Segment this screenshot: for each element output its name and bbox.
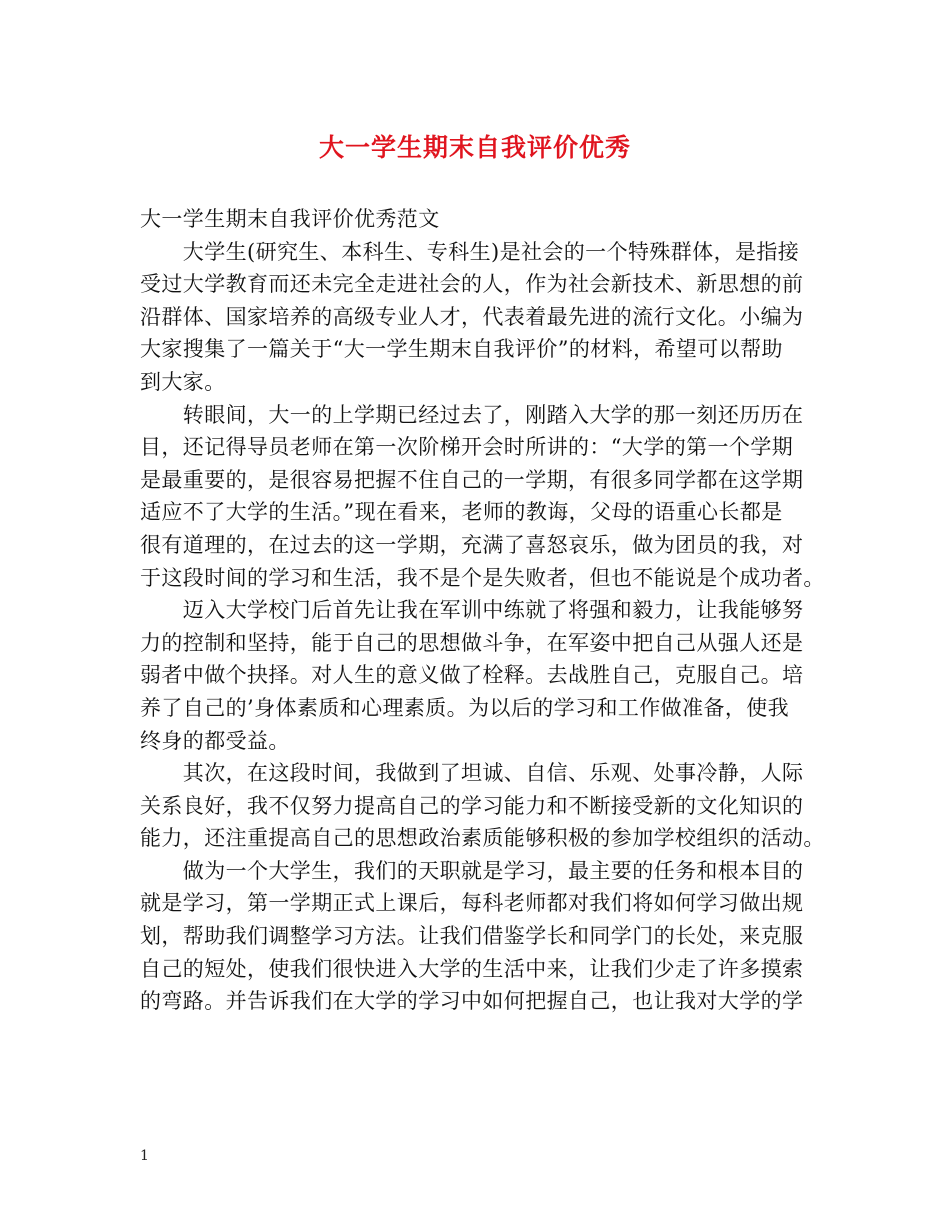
text-line: 适应不了大学的生活。”现在看来，老师的教诲，父母的语重心长都是 [140,500,783,525]
page-number: 1 [140,1148,149,1164]
text-line: 就是学习，第一学期正式上课后，每科老师都对我们将如何学习做出规 [140,891,804,916]
text-line: 其次，在这段时间，我做到了坦诚、自信、乐观、处事冷静，人际 [140,761,804,786]
text-line: 养了自己的’身体素质和心理素质。为以后的学习和工作做准备，使我 [140,695,790,720]
text-line: 大学生(研究生、本科生、专科生)是社会的一个特殊群体，是指接 [140,239,800,264]
text-line: 划，帮助我们调整学习方法。让我们借鉴学长和同学门的长处，来克服 [140,924,804,949]
text-line: 到大家。 [140,369,226,394]
text-line: 终身的都受益。 [140,728,290,753]
text-line: 沿群体、国家培养的高级专业人才，代表着最先进的流行文化。小编为 [140,304,804,329]
text-line: 目，还记得导员老师在第一次阶梯开会时所讲的：“大学的第一个学期 [140,435,794,460]
text-line: 是最重要的，是很容易把握不住自己的一学期，有很多同学都在这学期 [140,467,804,492]
text-line: 大家搜集了一篇关于“大一学生期末自我评价”的材料，希望可以帮助 [140,337,783,362]
text-line: 很有道理的，在过去的这一学期，充满了喜怒哀乐，做为团员的我，对 [140,532,804,557]
text-line: 于这段时间的学习和生活，我不是个是失败者，但也不能说是个成功者。 [140,565,825,590]
text-line: 能力，还注重提高自己的思想政治素质能够积极的参加学校组织的活动。 [140,826,825,851]
text-line: 迈入大学校门后首先让我在军训中练就了将强和毅力，让我能够努 [140,598,804,623]
text-line: 力的控制和坚持，能于自己的思想做斗争，在军姿中把自己从强人还是 [140,630,804,655]
text-line: 关系良好，我不仅努力提高自己的学习能力和不断接受新的文化知识的 [140,793,804,818]
text-line: 做为一个大学生，我们的天职就是学习，最主要的任务和根本目的 [140,858,804,883]
document-body [140,203,825,1018]
text-line: 大一学生期末自我评价优秀范文 [140,207,440,231]
document-title: 大一学生期末自我评价优秀 [318,133,631,162]
text-line: 弱者中做个抉择。对人生的意义做了栓释。去战胜自己，克服自己。培 [140,663,804,688]
text-line: 转眼间，大一的上学期已经过去了，刚踏入大学的那一刻还历历在 [140,402,804,427]
text-line: 自己的短处，使我们很快进入大学的生活中来，让我们少走了许多摸索 [140,956,804,981]
text-line: 的弯路。并告诉我们在大学的学习中如何把握自己，也让我对大学的学 [140,989,804,1014]
text-line: 受过大学教育而还未完全走进社会的人，作为社会新技术、新思想的前 [140,272,804,297]
